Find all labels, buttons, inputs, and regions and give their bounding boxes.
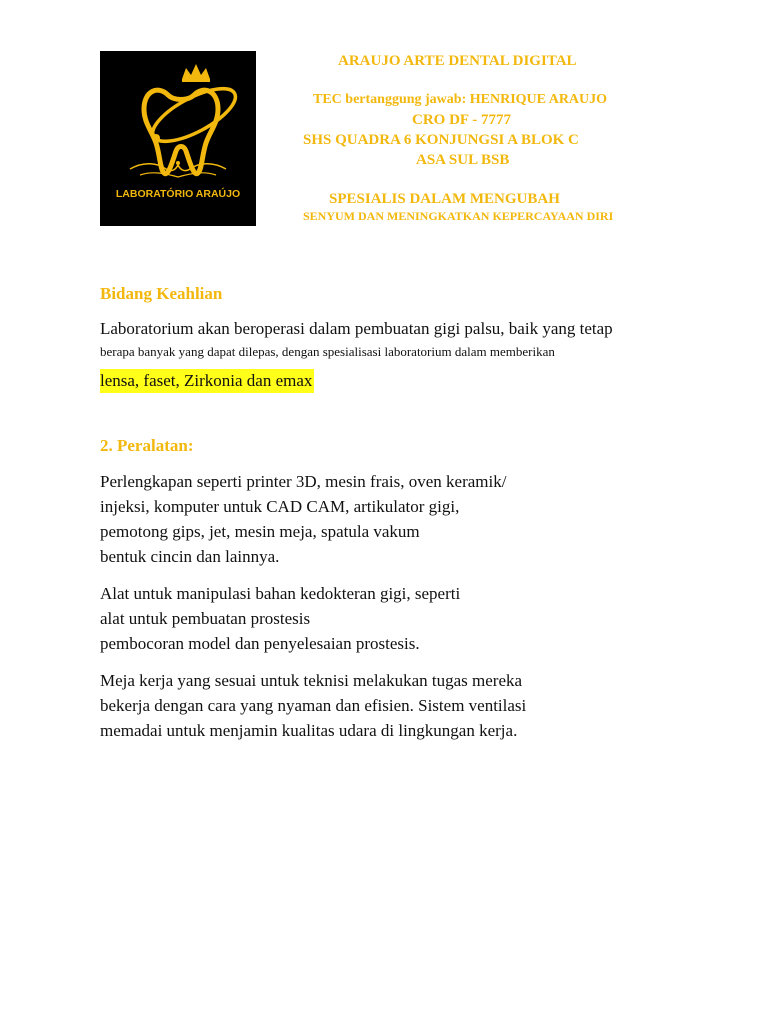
address-line-2: ASA SUL BSB [416,152,510,168]
tagline-line-2: SENYUM DAN MENINGKATKAN KEPERCAYAAN DIRI [303,209,614,223]
section-title-equipment: 2. Peralatan: [100,436,194,455]
equipment-p2-line-2: alat untuk pembuatan prostesis [100,609,311,628]
equipment-p1-line-1: Perlengkapan seperti printer 3D, mesin frais, oven keramik/ [100,472,507,491]
lab-logo [100,51,256,226]
equipment-p1-line-3: pemotong gips, jet, mesin meja, spatula vakum [100,522,420,541]
equipment-p3-line-1: Meja kerja yang sesuai untuk teknisi melakukan tugas mereka [100,671,523,690]
crowned-tooth-icon [100,51,256,226]
equipment-p2-line-1: Alat untuk manipulasi bahan kedokteran gigi, seperti [100,584,461,603]
equipment-p3-line-2: bekerja dengan cara yang nyaman dan efisien. Sistem ventilasi [100,696,527,715]
equipment-p2-line-3: pembocoran model dan penyelesaian prostesis. [100,634,420,653]
logo-label: LABORATÓRIO ARAÚJO [115,188,241,200]
expertise-line-1: Laboratorium akan beroperasi dalam pembuatan gigi palsu, baik yang tetap [100,319,613,338]
equipment-p3-line-3: memadai untuk menjamin kualitas udara di lingkungan kerja. [100,721,518,740]
expertise-line-2: berapa banyak yang dapat dilepas, dengan spesialisasi laboratorium dalam memberikan [100,344,555,359]
responsible-technician: TEC bertanggung jawab: HENRIQUE ARAUJO [313,92,608,107]
cro-number: CRO DF - 7777 [412,112,512,128]
section-title-expertise: Bidang Keahlian [100,284,223,303]
equipment-p1-line-4: bentuk cincin dan lainnya. [100,547,280,566]
highlighted-materials: lensa, faset, Zirkonia dan emax [100,369,314,393]
lab-name: ARAUJO ARTE DENTAL DIGITAL [338,53,577,69]
equipment-p1-line-2: injeksi, komputer untuk CAD CAM, artikulator gigi, [100,497,460,516]
tagline-line-1: SPESIALIS DALAM MENGUBAH [329,191,560,207]
expertise-highlight [100,372,314,389]
address-line-1: SHS QUADRA 6 KONJUNGSI A BLOK C [303,132,579,148]
